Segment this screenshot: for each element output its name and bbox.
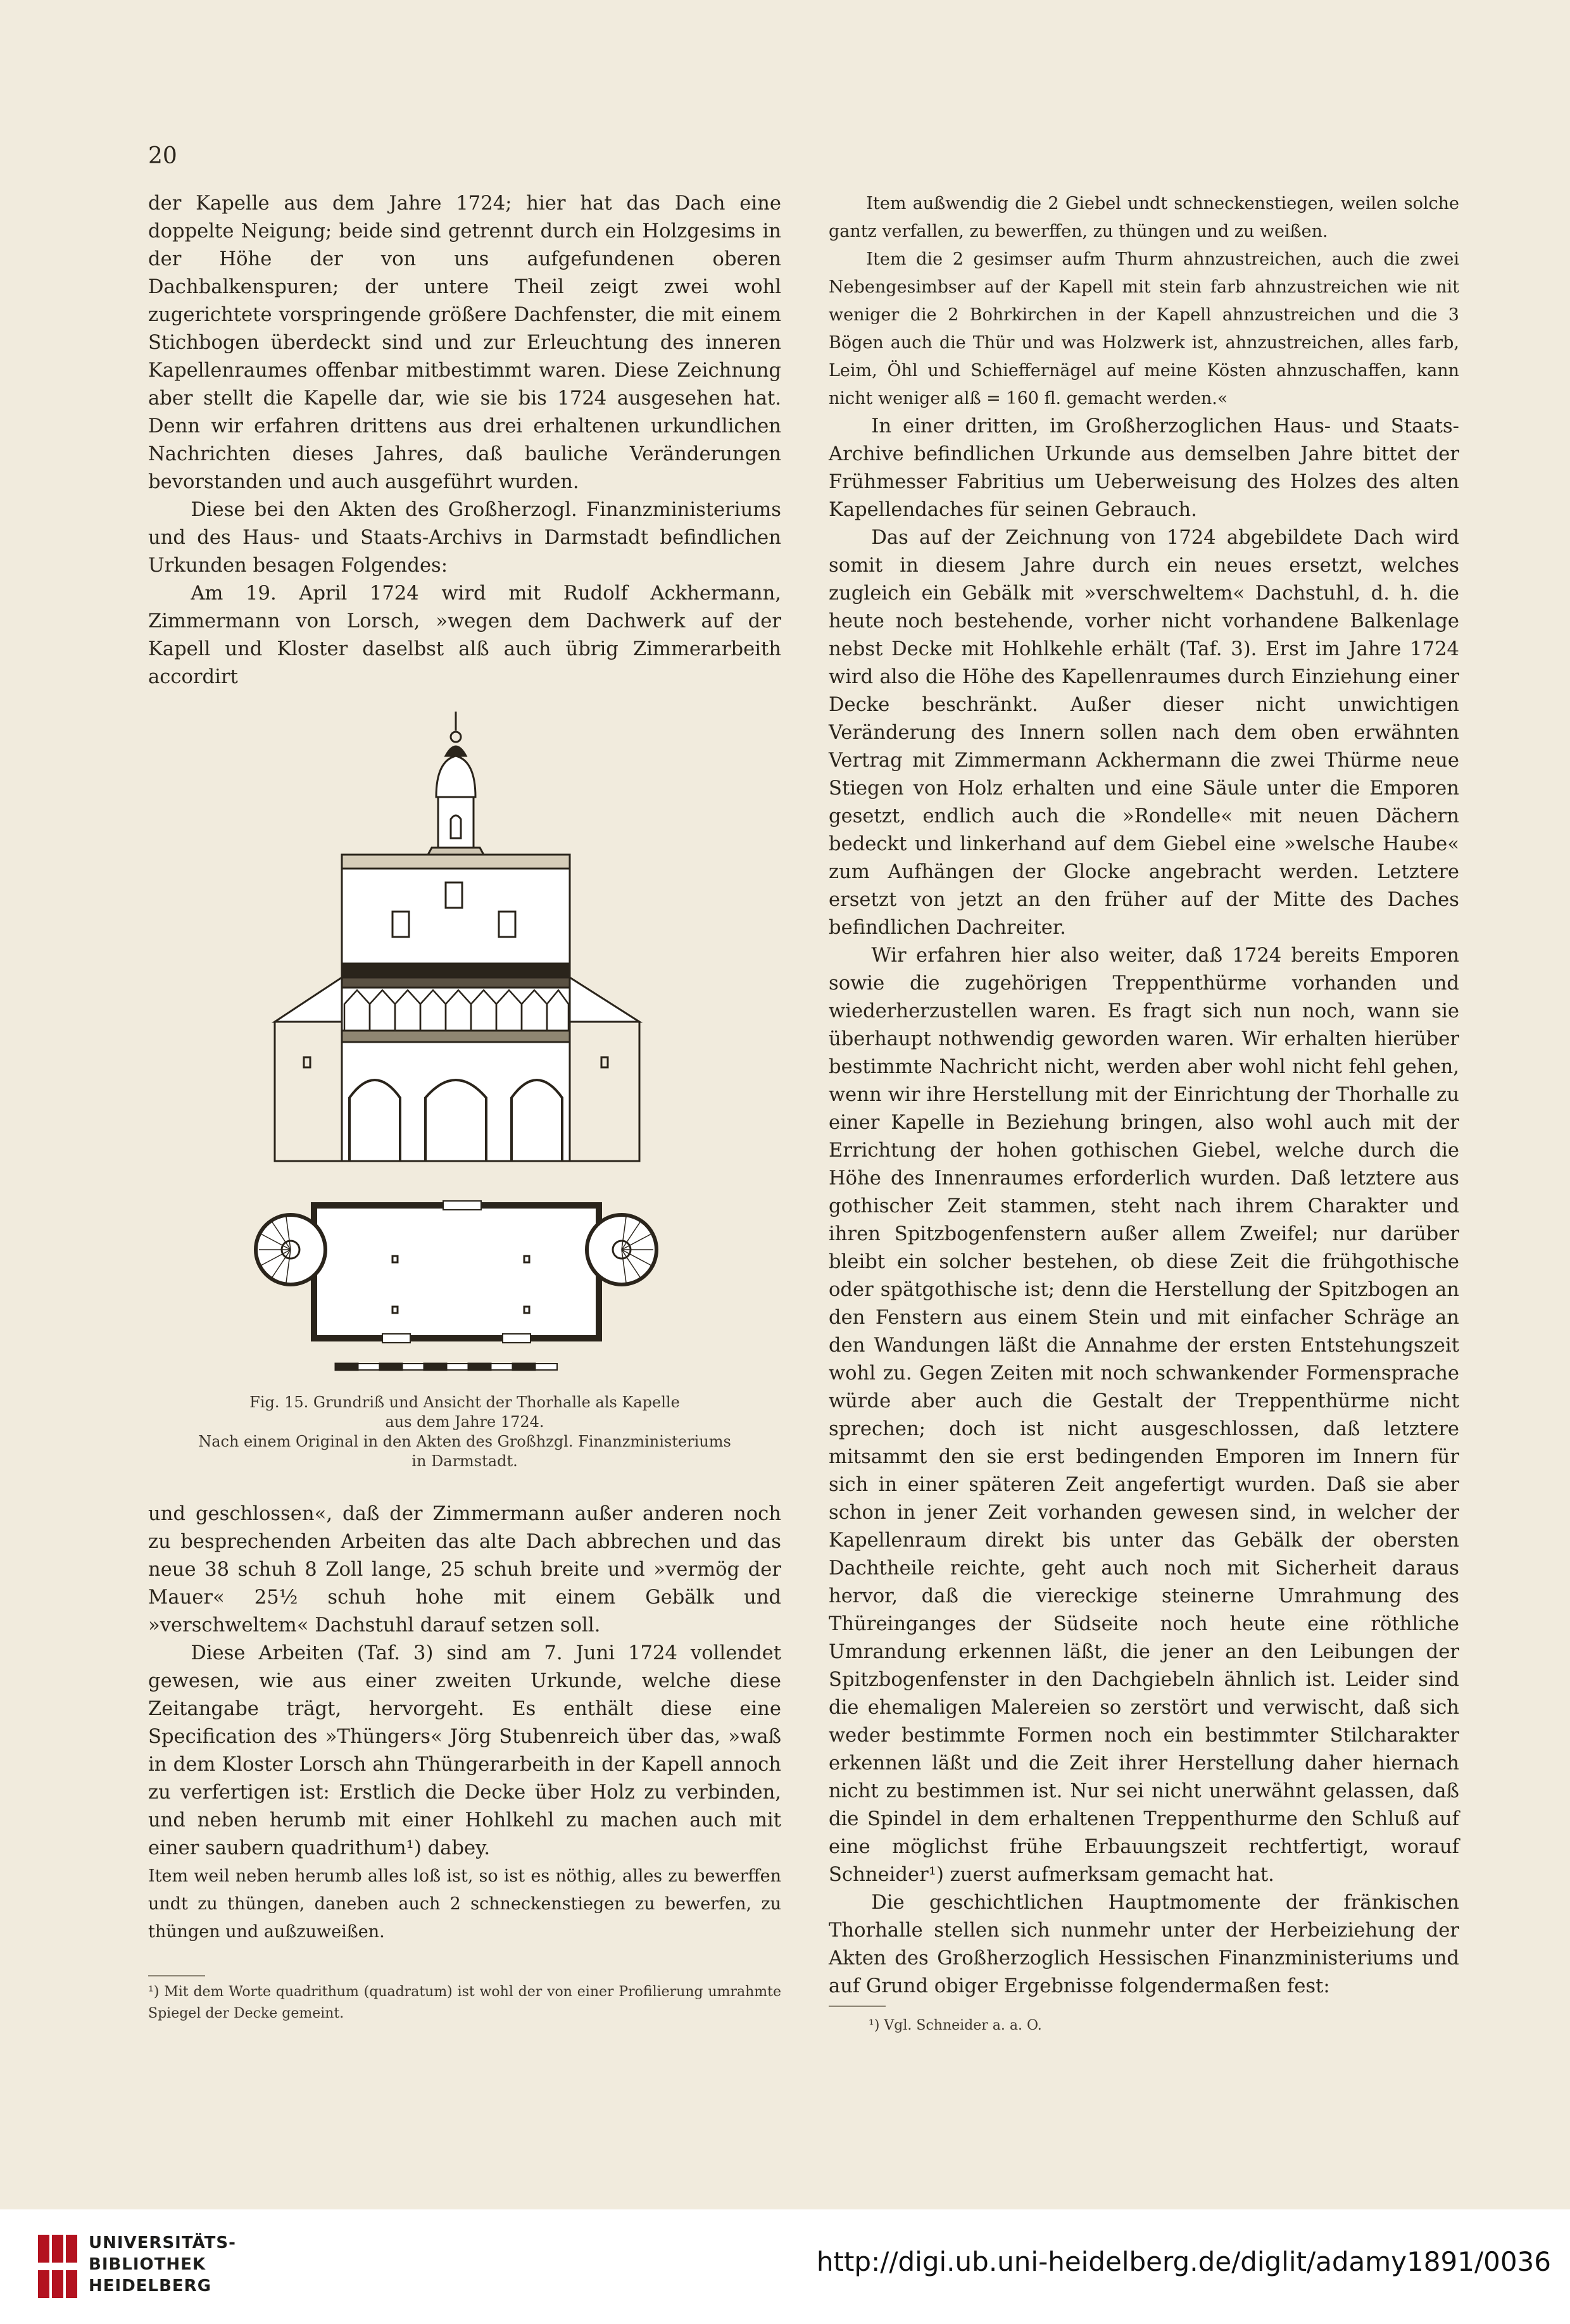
caption-line: Fig. 15. Grundriß und Ansicht der Thorhalle als Kapelle: [249, 1393, 680, 1411]
paragraph: Am 19. April 1724 wird mit Rudolf Ackhermann, Zimmermann von Lorsch, »wegen dem Dachwerk auf der Kapell und Kloster daselbst alß auch übrig Zimmerarbeith accordirt: [148, 582, 781, 688]
footnote-divider: [829, 2006, 886, 2007]
caption-source: in Darmstadt.: [411, 1452, 518, 1470]
paragraph: Item weil neben herumb alles loß ist, so ist es nöthig, alles zu bewerffen undt zu thüngen, daneben auch 2 schneckenstiegen zu bewerfen, zu thüngen und außzuweißen.: [148, 1866, 781, 1942]
caption-source: Nach einem Original in den Akten des Großhzgl. Finanzministeriums: [198, 1433, 731, 1450]
left-column-top: [148, 190, 781, 691]
library-name-line: HEIDELBERG: [89, 2277, 212, 2296]
paragraph: Wir erfahren hier also weiter, daß 1724 bereits Emporen sowie die zugehörigen Treppenthürme vorhanden und wiederherzustellen waren. Es fragt sich nun noch, wann sie überhaupt nothwendig geworden waren. Wir erhalten hierüber bestimmte Nachricht nicht, werden aber wohl nicht fehl gehen, wenn wir ihre Herstellung mit der Einrichtung der Thorhalle zu einer Kapelle in Beziehung bringen, also wohl auch mit der Errichtung der hohen gothischen Giebel, welche durch die Höhe des Innenraumes erforderlich wurden. Daß letztere aus gothischer Zeit stammen, steht nach ihrem Charakter und ihren Spitzbogenfenstern außer allem Zweifel; nur darüber bleibt ein solcher bestehen, ob diese Zeit die frühgothische oder spätgothische ist; denn die Herstellung der Spitzbogen an den Fenstern aus einem Stein und mit einfacher Schräge an den Wandungen läßt die Annahme der ersten Entstehungszeit wohl zu. Gegen Zeiten mit noch schwankender Formensprache würde aber auch die Gestalt der Treppenthürme nicht sprechen; doch ist nicht ausgeschlossen, daß letztere mitsammt den sie erst bedingenden Emporen im Innern für sich in einer späteren Zeit angefertigt wurden. Daß sie aber schon in jener Zeit vorhanden gewesen sind, in welcher der Kapellenraum direkt bis unter das Gebälk der obersten Dachtheile reichte, geht auch noch mit Sicherheit daraus hervor, daß die viereckige steinerne Umrahmung des Thüreinganges der Südseite noch heute eine röthliche Umrandung erkennen läßt, die jener an den Leibungen der Spitzbogenfenster in den Dachgiebeln ähnlich ist. Leider sind die ehemaligen Malereien so zerstört und verwischt, daß sich weder bestimmte Formen noch ein bestimmter Stilcharakter erkennen läßt und die Zeit ihrer Herstellung daher hiernach nicht zu bestimmen ist. Nur sei nicht unerwähnt gelassen, daß die Spindel in dem erhaltenen Treppenthurme den Schluß auf eine möglichst frühe Erbauungszeit rechtfertigt, worauf Schneider¹) zuerst aufmerksam gemacht hat.: [829, 945, 1459, 1886]
paragraph: Diese Arbeiten (Taf. 3) sind am 7. Juni 1724 vollendet gewesen, wie aus einer zweiten Urkunde, welche diese Zeitangabe trägt, hervorgeht. Es enthält diese eine Specification des »Thüngers« Jörg Stubenreich über das, »waß in dem Kloster Lorsch ahn Thüngerarbeith in der Kapell annoch zu verfertigen ist: Erstlich die Decke über Holz zu verbinden, und neben herumb mit einer Hohlkehl zu machen auch mit einer saubern quadrithum¹) dabey.: [148, 1642, 781, 1859]
paragraph: der Kapelle aus dem Jahre 1724; hier hat das Dach eine doppelte Neigung; beide sind getrennt durch ein Holzgesims in der Höhe der von uns aufgefundenen oberen Dachbalkenspuren; der untere Theil zeigt zwei wohl zugerichtete vorspringende größere Dachfenster, die mit einem Stichbogen überdeckt sind und zur Erleuchtung des inneren Kapellenraumes offenbar mitbestimmt waren. Diese Zeichnung aber stellt die Kapelle dar, wie sie bis 1724 ausgesehen hat. Denn wir erfahren drittens aus drei erhaltenen urkundlichen Nachrichten dieses Jahres, daß bauliche Veränderungen bevorstanden und auch ausgeführt wurden.: [148, 192, 781, 493]
page-number: 20: [148, 143, 177, 169]
paragraph: Die geschichtlichen Hauptmomente der fränkischen Thorhalle stellen sich nunmehr unter der Herbeiziehung der Akten des Großherzoglich Hessischen Finanzministeriums und auf Grund obiger Ergebnisse folgendermaßen fest:: [829, 1892, 1459, 1997]
paragraph: In einer dritten, im Großherzoglichen Haus- und Staats-Archive befindlichen Urkunde aus demselben Jahre bittet der Frühmesser Fabritius um Ueberweisung des Holzes des alten Kapellendaches für seinen Gebrauch.: [829, 415, 1459, 521]
paragraph: Das auf der Zeichnung von 1724 abgebildete Dach wird somit in diesem Jahre durch ein neues ersetzt, welches zugleich ein Gebälk mit »verschweltem« Dachstuhl, d. h. die heute noch bestehende, vorher nicht vorhandene Balkenlage nebst Decke mit Hohlkehle erhält (Taf. 3). Erst im Jahre 1724 wird also die Höhe des Kapellenraumes durch Einziehung einer Decke beschränkt. Außer dieser nicht unwichtigen Veränderung des Innern sollen nach dem oben erwähnten Vertrag mit Zimmermann Ackhermann die zwei Thürme neue Stiegen von Holz erhalten und eine Säule unter die Emporen gesetzt, endlich auch die »Rondelle« mit neuen Dächern bedeckt und linkerhand auf dem Giebel eine »welsche Haube« zum Aufhängen der Glocke angebracht werden. Letztere ersetzt von jetzt an den früher auf der Mitte des Daches befindlichen Dachreiter.: [829, 527, 1459, 939]
paragraph: und geschlossen«, daß der Zimmermann außer anderen noch zu besprechenden Arbeiten das alte Dach abbrechen und das neue 38 schuh 8 Zoll lange, 25 schuh breite und »vermög der Mauer« 25½ schuh hohe mit einem Gebälk und »verschweltem« Dachstuhl darauf setzen soll.: [148, 1503, 781, 1636]
permalink-url[interactable]: http://digi.ub.uni-heidelberg.de/diglit/adamy1891/0036: [816, 2246, 1551, 2277]
footnote-left: ¹) Mit dem Worte quadrithum (quadratum) ist wohl der von einer Profilierung umrahmte Spiegel der Decke gemeint.: [148, 1984, 781, 2021]
library-name-line: BIBLIOTHEK: [89, 2255, 206, 2274]
right-column: [829, 190, 1459, 2001]
figure-caption: [148, 1393, 781, 1471]
footnote-divider: [148, 1975, 205, 1976]
university-library-logo-icon: [38, 2235, 77, 2298]
library-name-line: UNIVERSITÄTS-: [89, 2233, 236, 2252]
paragraph: Diese bei den Akten des Großherzogl. Finanzministeriums und des Haus- und Staats-Archivs in Darmstadt befindlichen Urkunden besagen Folgendes:: [148, 499, 781, 577]
left-column-bottom: [148, 1500, 781, 1946]
caption-line: aus dem Jahre 1724.: [385, 1413, 544, 1431]
footnote-right: ¹) Vgl. Schneider a. a. O.: [869, 2018, 1042, 2033]
paragraph: Item die 2 gesimser aufm Thurm ahnzustreichen, auch die zwei Nebengesimbser auf der Kapell mit stein farb ahnzustreichen wie nit weniger die 2 Bohrkirchen in der Kapell ahnzustreichen und die 3 Bögen auch die Thür und was Holzwerk ist, ahnzustreichen, alles farb, Leim, Öhl und Schieffernägel auf meine Kösten ahnzuschaffen, kann nicht weniger alß = 160 fl. gemacht werden.«: [829, 249, 1459, 408]
library-name: [89, 2232, 236, 2297]
thorhalle-drawing-illustration: [148, 693, 781, 1389]
paragraph: Item außwendig die 2 Giebel undt schneckenstiegen, weilen solche gantz verfallen, zu bewerffen, zu thüngen und zu weißen.: [829, 194, 1459, 241]
